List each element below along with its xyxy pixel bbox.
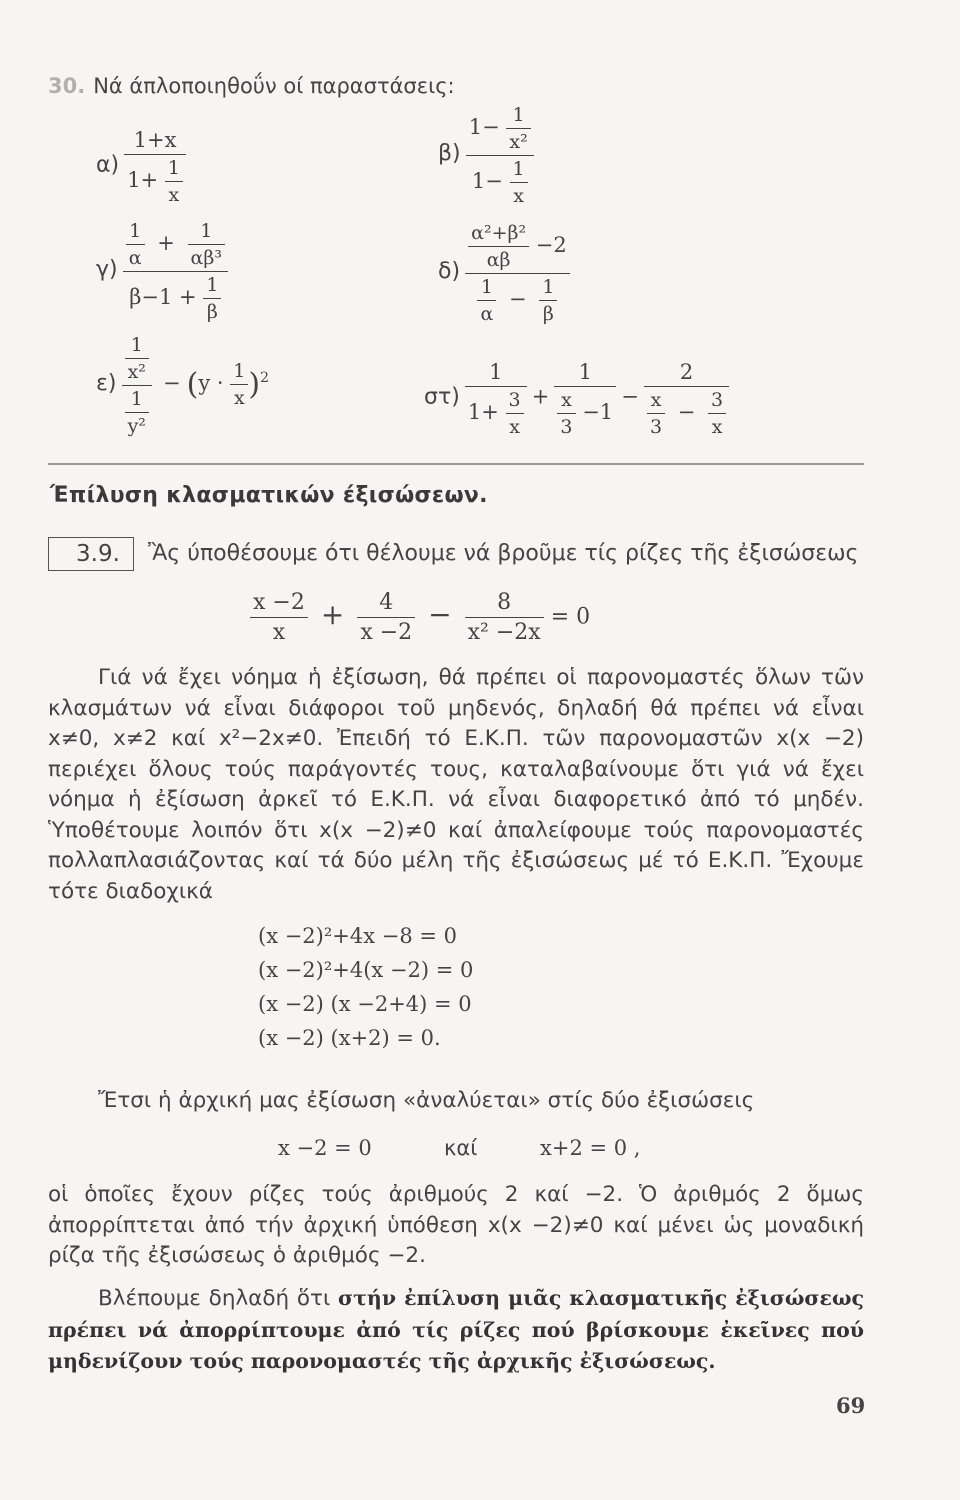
alpha-den-whole: 1+ bbox=[127, 168, 159, 192]
beta-num-num: 1 bbox=[512, 104, 525, 126]
delta-b1-den: α bbox=[480, 303, 494, 325]
alpha-den-den: x bbox=[168, 184, 180, 206]
st-f1-den-num: 3 bbox=[508, 389, 521, 411]
epsilon-tail: − (y · $\frac{1}{x}$ )$^2$ bbox=[163, 360, 269, 409]
gamma-t1-num: 1 bbox=[129, 220, 142, 242]
expr-gamma-fraction bbox=[123, 220, 228, 323]
exercise-title bbox=[48, 74, 455, 98]
epsilon-num-den: x² bbox=[127, 361, 146, 383]
expr-delta-label: δ) bbox=[438, 259, 461, 284]
st-f2 bbox=[554, 360, 616, 438]
section-number: 3.9. bbox=[76, 541, 120, 567]
delta-b1 bbox=[477, 276, 496, 325]
paragraph-1: Γιά νά ἔχει νόημα ἡ ἐξίσωση, θά πρέπει οἱ παρονομαστές ὅλων τῶν κλασμάτων νά εἶναι διάφοροι τοῦ μηδενός, δηλαδή θά πρέπει νά εἶναι x≠0, x≠2 καί x²−2x≠0. Ἐπειδή τό Ε.Κ.Π. τῶν παρονομαστῶν x(x −2) περιέχει ὅλους τούς παράγοντές τους, καταλαβαίνουμε ὅτι γιά νά ἔχει νόημα ἡ ἐξίσωση ἀρκεῖ τό Ε.Κ.Π. νά εἶναι διαφορετικό ἀπό τό μηδέν. Ὑποθέτουμε λοιπόν ὅτι x(x −2)≠0 καί ἀπαλείφουμε τούς παρονομαστές πολλαπλασιάζοντας καί τά δύο μέλη τῆς ἐξισώσεως μέ τό Ε.Κ.Π. Ἔχουμε τότε διαδοχικά bbox=[48, 665, 864, 904]
main-f3 bbox=[465, 590, 544, 645]
main-rhs: = 0 bbox=[550, 604, 591, 630]
expr-alpha-label: α) bbox=[96, 152, 120, 178]
delta-b2 bbox=[539, 276, 557, 325]
gamma-numerator bbox=[123, 220, 228, 269]
gamma-t1-den: α bbox=[128, 247, 142, 269]
gamma-t2 bbox=[188, 220, 225, 269]
gamma-t1 bbox=[126, 220, 145, 269]
page-number: 69 bbox=[836, 1393, 866, 1418]
expr-epsilon bbox=[96, 334, 269, 437]
main-f1 bbox=[250, 590, 308, 645]
epsilon-den-num: 1 bbox=[130, 388, 143, 410]
main-minus: − bbox=[428, 597, 452, 631]
step-1: (x −2)²+4x −8 = 0 bbox=[258, 924, 458, 948]
step-4: (x −2) (x+2) = 0. bbox=[258, 1026, 441, 1050]
step-2: (x −2)²+4(x −2) = 0 bbox=[258, 958, 474, 982]
st-f3-den-a bbox=[647, 389, 665, 438]
delta-minus: − bbox=[509, 287, 527, 311]
main-f3-den: x² −2x bbox=[467, 620, 541, 645]
gamma-den-fraction bbox=[203, 274, 221, 323]
delta-t-den: αβ bbox=[486, 249, 511, 271]
st-f3-den-a-den: 3 bbox=[649, 416, 663, 438]
expr-delta-fraction bbox=[465, 222, 570, 325]
gamma-denominator bbox=[126, 274, 224, 323]
st-f1 bbox=[465, 360, 527, 438]
paragraph-2: Ἔτσι ἡ ἀρχική μας ἐξίσωση «ἀναλύεται» στίς δύο ἐξισώσεις bbox=[98, 1088, 755, 1113]
gamma-plus: + bbox=[157, 231, 175, 255]
st-f3-num: 2 bbox=[679, 360, 694, 384]
st-f2-den-tail: −1 bbox=[582, 400, 614, 424]
alpha-numerator: 1+x bbox=[133, 128, 177, 152]
epsilon-num-num: 1 bbox=[130, 334, 143, 356]
gamma-t2-den: αβ³ bbox=[190, 247, 222, 269]
st-f1-den bbox=[465, 389, 527, 438]
gamma-den-den: β bbox=[206, 301, 218, 323]
st-f1-den-whole: 1+ bbox=[467, 400, 499, 424]
expr-delta bbox=[438, 222, 570, 325]
epsilon-den-den: y² bbox=[127, 415, 146, 437]
main-f3-num: 8 bbox=[497, 590, 512, 615]
st-minus: − bbox=[621, 384, 639, 409]
main-f1-den: x bbox=[272, 620, 286, 645]
st-f2-num: 1 bbox=[578, 360, 592, 384]
alpha-denominator bbox=[124, 157, 186, 206]
beta-den-num: 1 bbox=[512, 158, 525, 180]
beta-den-fraction bbox=[510, 158, 528, 207]
main-equation bbox=[250, 590, 590, 645]
delta-b2-den: β bbox=[542, 303, 554, 325]
solution-steps bbox=[258, 924, 473, 1060]
main-plus: + bbox=[320, 597, 345, 631]
delta-numerator bbox=[465, 222, 570, 271]
expr-epsilon-fraction bbox=[122, 334, 152, 437]
epsilon-den-fraction bbox=[125, 388, 149, 437]
delta-top-fraction bbox=[468, 222, 529, 271]
st-f3-den-b-num: 3 bbox=[711, 389, 724, 411]
delta-b2-num: 1 bbox=[542, 276, 555, 298]
delta-denominator bbox=[474, 276, 560, 325]
main-f2-num: 4 bbox=[379, 590, 394, 615]
st-f3 bbox=[644, 360, 729, 438]
st-f1-den-fraction bbox=[506, 389, 524, 438]
epsilon-num-fraction bbox=[125, 334, 149, 383]
beta-numerator bbox=[466, 104, 534, 153]
gamma-den-whole: β−1 + bbox=[129, 285, 197, 309]
expr-gamma-label: γ) bbox=[96, 257, 118, 282]
st-f2-den-fraction bbox=[557, 389, 575, 438]
alpha-den-fraction bbox=[165, 157, 183, 206]
delta-t-num: α²+β² bbox=[471, 222, 527, 244]
step-3: (x −2) (x −2+4) = 0 bbox=[258, 992, 472, 1016]
expr-epsilon-label: ε) bbox=[96, 371, 117, 396]
st-f2-den-den: 3 bbox=[560, 416, 573, 438]
gamma-t2-num: 1 bbox=[200, 220, 213, 242]
expr-beta-fraction bbox=[466, 104, 534, 207]
delta-minus-two: −2 bbox=[535, 233, 567, 257]
exercise-number: 30. bbox=[48, 74, 86, 98]
st-f1-num: 1 bbox=[489, 360, 503, 384]
st-f1-den-den: x bbox=[509, 416, 520, 438]
expr-beta-label: β) bbox=[438, 141, 461, 166]
st-f2-den bbox=[554, 389, 616, 438]
paragraph-4-plain: Βλέπουμε δηλαδή ὅτι bbox=[98, 1286, 331, 1311]
paragraph-4 bbox=[48, 1283, 864, 1378]
paragraph-4-bold: στήν ἐπίλυση μιᾶς κλασματικῆς ἐξισώσεως πρέπει νά ἀπορρίπτουμε ἀπό τίς ρίζες πού βρίσκουμε ἐκεῖνες πού μηδενίζουν τούς παρονομαστές τῆς ἀρχικῆς ἐξισώσεως. bbox=[48, 1286, 864, 1373]
beta-denominator bbox=[469, 158, 531, 207]
epsilon-y: y · bbox=[198, 371, 224, 395]
epsilon-numerator bbox=[122, 334, 152, 383]
epsilon-minus: − bbox=[163, 371, 181, 395]
expr-alpha-fraction bbox=[124, 128, 186, 206]
expr-stigma bbox=[424, 360, 729, 438]
epsilon-p-num: 1 bbox=[233, 360, 246, 382]
beta-num-den: x² bbox=[509, 131, 528, 153]
main-f1-num: x −2 bbox=[253, 590, 305, 615]
main-f2-den: x −2 bbox=[360, 620, 413, 645]
beta-den-whole: 1− bbox=[471, 169, 503, 193]
section-heading: Έπίλυση κλασματικών έξισώσεων. bbox=[50, 483, 488, 508]
st-f3-den-b-den: x bbox=[711, 416, 723, 438]
st-f3-den bbox=[644, 389, 729, 438]
st-f3-den-b bbox=[708, 389, 726, 438]
section-intro: Ἂς ύποθέσουμε ότι θέλουμε νά βροῦμε τίς ρίζες τῆς ἐξισώσεως bbox=[148, 541, 859, 566]
beta-den-den: x bbox=[513, 185, 524, 207]
epsilon-paren-fraction bbox=[230, 360, 248, 409]
paragraph-3: οἱ ὁποῖες ἔχουν ρίζες τούς ἀριθμούς 2 καί −2. Ὁ ἀριθμός 2 ὅμως ἀπορρίπτεται ἀπό τήν ἀρχική ὑπόθεση x(x −2)≠0 καί μένει ὡς μοναδική ρίζα τῆς ἐξισώσεως ὁ ἀριθμός −2. bbox=[48, 1182, 864, 1268]
beta-num-whole: 1− bbox=[468, 115, 500, 139]
section-divider bbox=[48, 463, 864, 465]
expr-beta bbox=[438, 104, 534, 207]
st-f3-den-a-num: x bbox=[650, 389, 662, 411]
st-plus: + bbox=[531, 384, 550, 409]
st-f3-den-minus: − bbox=[677, 400, 696, 424]
epsilon-p-den: x bbox=[233, 387, 245, 409]
epsilon-exponent: 2 bbox=[260, 370, 269, 386]
alpha-den-num: 1 bbox=[167, 157, 180, 179]
split-left: x −2 = 0 bbox=[278, 1136, 372, 1160]
beta-num-fraction bbox=[506, 104, 530, 153]
expr-alpha bbox=[96, 128, 186, 206]
st-f2-den-num: x bbox=[561, 389, 572, 411]
gamma-den-num: 1 bbox=[206, 274, 219, 296]
expr-gamma bbox=[96, 220, 228, 323]
expr-stigma-label: στ) bbox=[424, 384, 460, 410]
main-f2 bbox=[357, 590, 415, 645]
delta-b1-num: 1 bbox=[480, 276, 493, 298]
split-right: x+2 = 0 , bbox=[540, 1136, 641, 1160]
epsilon-denominator bbox=[122, 388, 152, 437]
split-and: καί bbox=[444, 1136, 478, 1160]
exercise-title-text: Νά άπλοποιηθοΰν οί παραστάσεις: bbox=[93, 74, 455, 98]
